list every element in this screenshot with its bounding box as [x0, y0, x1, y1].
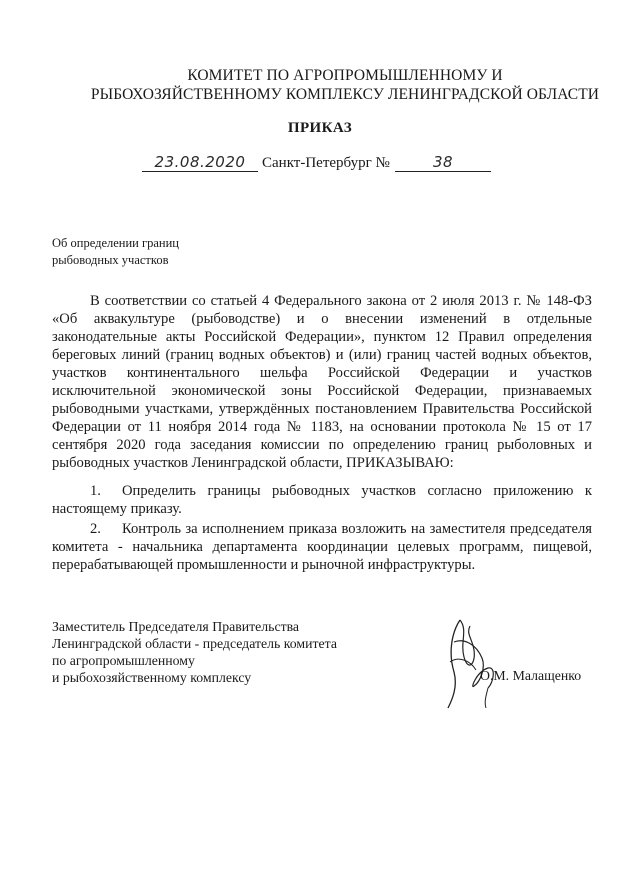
signatory-line-2: Ленинградской области - председатель комитета: [52, 636, 337, 651]
item-number: 1.: [90, 483, 101, 499]
order-number: 38: [395, 153, 491, 172]
order-items: [52, 482, 592, 576]
handwritten-signature: [430, 612, 520, 712]
order-date: 23.08.2020: [142, 153, 258, 172]
order-title: ПРИКАЗ: [287, 120, 353, 136]
header-line-2: РЫБОХОЗЯЙСТВЕННОМУ КОМПЛЕКСУ ЛЕНИНГРАДСКОЙ ОБЛАСТИ: [90, 86, 600, 103]
subject-line-1: Об определении границ: [52, 236, 179, 250]
signatory-line-3: по агропромышленному: [52, 653, 195, 668]
signer-name: О.М. Малащенко: [480, 668, 582, 683]
signatory-title: [52, 618, 337, 686]
order-item: [52, 482, 592, 518]
signatory-line-1: Заместитель Председателя Правительства: [52, 619, 300, 634]
preamble-paragraph: В соответствии со статьей 4 Федерального закона от 2 июля 2013 г. № 148-ФЗ «Об аквакультуре (рыбоводстве) и о внесении изменений в отдельные законодательные акты Российской Федерации», пунктом 12 Правил определения береговых линий (границ водных объектов) и (или) границ частей водных объектов, участков континентального шельфа Российской Федерации и участков исключительной экономической зоны Российской Федерации, признаваемых рыбоводными участками, утверждённых постановлением Правительства Российской Федерации от 11 ноября 2014 года № 1183, на основании протокола № 15 от 17 сентября 2020 года заседания комиссии по определению границ рыболовных и рыбоводных участков Ленинградской области, ПРИКАЗЫВАЮ:: [52, 293, 592, 471]
signatory-line-4: и рыбохозяйственному комплексу: [52, 670, 252, 685]
order-item: [52, 520, 592, 574]
subject-line-2: рыбоводных участков: [52, 253, 169, 267]
header-line-1: КОМИТЕТ ПО АГРОПРОМЫШЛЕННОМУ И: [187, 67, 503, 84]
item-text: Определить границы рыбоводных участков согласно приложению к настоящему приказу.: [52, 483, 592, 517]
committee-header: [60, 66, 630, 104]
item-number: 2.: [90, 521, 101, 537]
item-text: Контроль за исполнением приказа возложить на заместителя председателя комитета - начальника департамента координации целевых программ, пищевой, перерабатывающей промышленности и рыночной инфраструктуры.: [52, 521, 592, 573]
order-city: Санкт-Петербург №: [262, 155, 390, 171]
order-subject: [52, 235, 179, 269]
order-date-line: [142, 153, 502, 177]
